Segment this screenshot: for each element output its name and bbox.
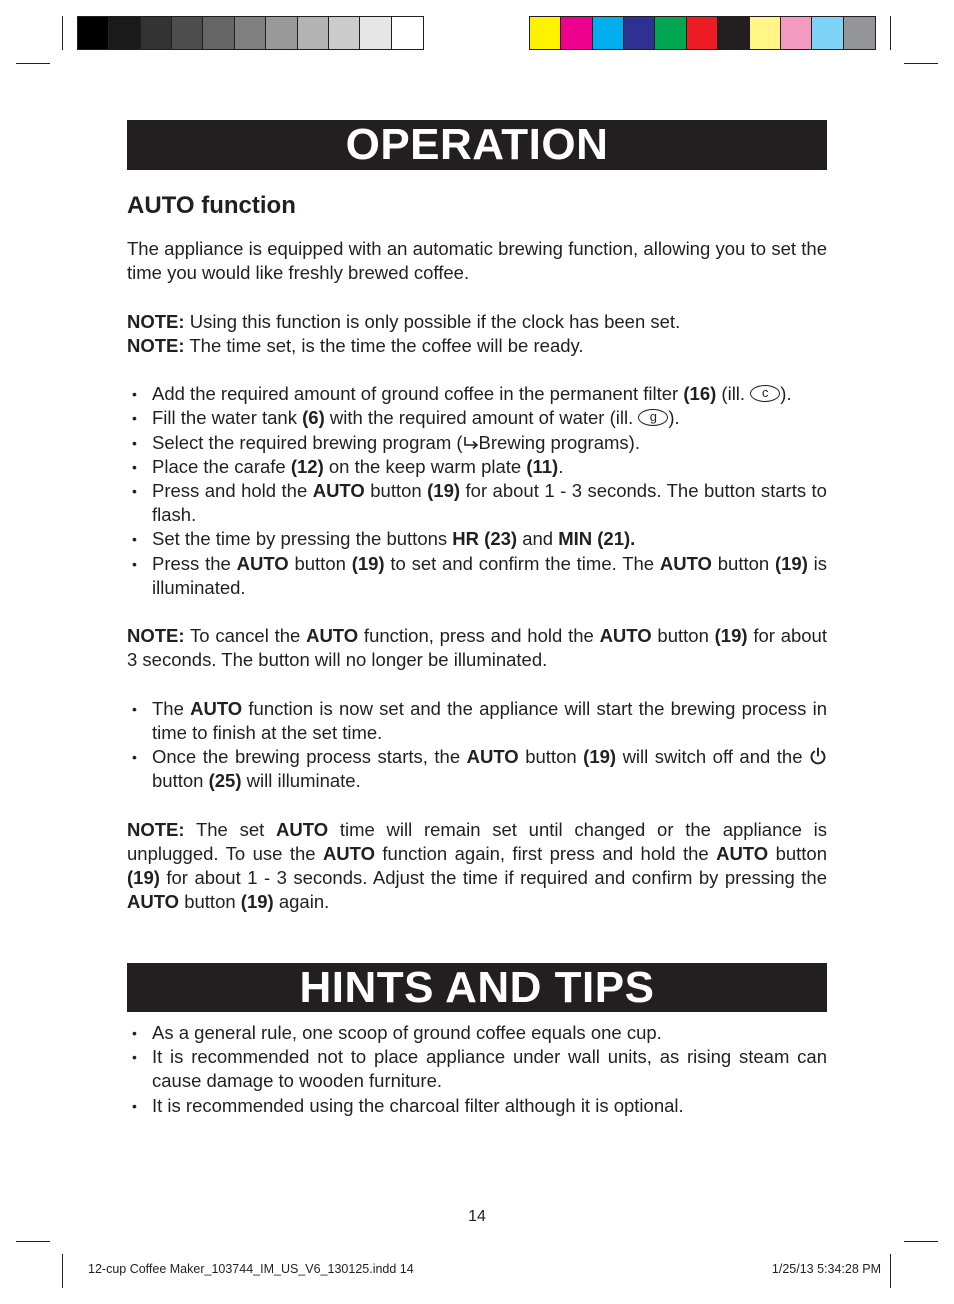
auto-function-heading: AUTO function bbox=[127, 192, 296, 219]
color-swatch bbox=[329, 17, 360, 49]
color-swatch bbox=[781, 17, 812, 49]
note-time: NOTE: The time set, is the time the coffee will be ready. bbox=[127, 334, 584, 356]
crop-mark bbox=[890, 16, 891, 50]
grayscale-color-bar bbox=[77, 16, 424, 50]
color-swatch bbox=[360, 17, 391, 49]
color-swatch bbox=[266, 17, 297, 49]
operation-title: OPERATION bbox=[345, 120, 609, 169]
date-slug: 1/25/13 5:34:28 PM bbox=[771, 1262, 881, 1276]
color-swatch bbox=[561, 17, 592, 49]
hints-body bbox=[127, 1021, 827, 1118]
list-item: • As a general rule, one scoop of ground coffee equals one cup. bbox=[127, 1021, 827, 1045]
intro-paragraph: The appliance is equipped with an automatic brewing function, allowing you to set the time you would like freshly brewed coffee. bbox=[127, 238, 827, 284]
color-swatch bbox=[392, 17, 423, 49]
color-swatch bbox=[235, 17, 266, 49]
color-swatch bbox=[687, 17, 718, 49]
list-item: • Once the brewing process starts, the AUTO button (19) will switch off and the button (25) will illuminate. bbox=[127, 745, 827, 793]
crop-mark bbox=[890, 1254, 891, 1288]
list-item: • The AUTO function is now set and the appliance will start the brewing process in time to finish at the set time. bbox=[127, 697, 827, 745]
color-swatch bbox=[172, 17, 203, 49]
list-item: • Press the AUTO button (19) to set and confirm the time. The AUTO button (19) is illuminated. bbox=[127, 552, 827, 600]
note-cancel: NOTE: To cancel the AUTO function, press and hold the AUTO button (19) for about 3 seconds. The button will no longer be illuminated. bbox=[127, 625, 827, 671]
hints-list bbox=[127, 1021, 827, 1118]
color-swatch bbox=[593, 17, 624, 49]
illustration-ref-icon: c bbox=[750, 385, 780, 402]
crop-mark bbox=[62, 16, 63, 50]
list-item: • Press and hold the AUTO button (19) for about 1 - 3 seconds. The button starts to flash. bbox=[127, 479, 827, 527]
cross-reference-arrow-icon bbox=[463, 436, 479, 450]
list-item: • It is recommended using the charcoal filter although it is optional. bbox=[127, 1094, 827, 1118]
illustration-ref-icon: g bbox=[638, 409, 668, 426]
hints-banner bbox=[127, 963, 827, 1012]
list-item: • Add the required amount of ground coffee in the permanent filter (16) (ill. c ). bbox=[127, 382, 827, 406]
color-swatch bbox=[298, 17, 329, 49]
power-icon bbox=[809, 747, 827, 765]
hints-title: HINTS AND TIPS bbox=[299, 963, 655, 1012]
color-swatch bbox=[844, 17, 875, 49]
list-item: • Place the carafe (12) on the keep warm plate (11). bbox=[127, 455, 827, 479]
color-swatch bbox=[78, 17, 109, 49]
setup-steps-list bbox=[127, 382, 827, 600]
color-swatch bbox=[203, 17, 234, 49]
page-number: 14 bbox=[468, 1208, 486, 1225]
color-swatch bbox=[750, 17, 781, 49]
note-final: NOTE: The set AUTO time will remain set until changed or the appliance is unplugged. To use the AUTO function again, first press and hold the AUTO button (19) for about 1 - 3 seconds. Adjust the time if required and confirm by pressing the AUTO button (19) again. bbox=[127, 818, 827, 913]
color-swatch bbox=[655, 17, 686, 49]
crop-mark bbox=[904, 63, 938, 64]
color-swatch bbox=[718, 17, 749, 49]
list-item: • It is recommended not to place appliance under wall units, as rising steam can cause damage to wooden furniture. bbox=[127, 1045, 827, 1093]
crop-mark bbox=[62, 1254, 63, 1288]
list-item: • Set the time by pressing the buttons HR (23) and MIN (21). bbox=[127, 527, 827, 551]
crop-mark bbox=[16, 63, 50, 64]
color-swatch bbox=[624, 17, 655, 49]
color-swatch bbox=[141, 17, 172, 49]
list-item: • Fill the water tank (6) with the required amount of water (ill. g ). bbox=[127, 406, 827, 430]
operation-body bbox=[127, 237, 827, 915]
crop-mark bbox=[904, 1241, 938, 1242]
note-clock: NOTE: Using this function is only possible if the clock has been set. bbox=[127, 310, 681, 332]
color-swatch bbox=[530, 17, 561, 49]
auto-status-list bbox=[127, 697, 827, 794]
color-swatch bbox=[812, 17, 843, 49]
list-item: • Select the required brewing program ( Brewing programs). bbox=[127, 431, 827, 455]
file-slug: 12-cup Coffee Maker_103744_IM_US_V6_130125.indd 14 bbox=[88, 1262, 414, 1276]
color-swatch bbox=[109, 17, 140, 49]
process-color-bar bbox=[529, 16, 876, 50]
crop-mark bbox=[16, 1241, 50, 1242]
operation-banner bbox=[127, 120, 827, 170]
